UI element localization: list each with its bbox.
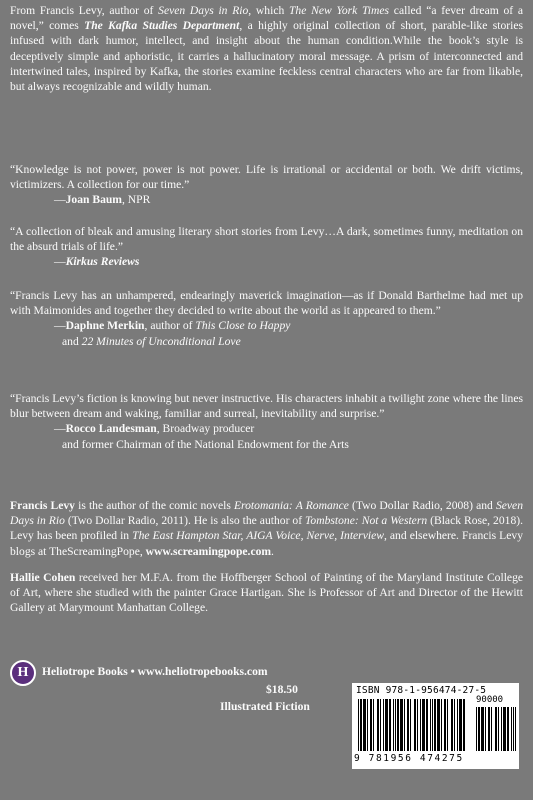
main-book-title: The Kafka Studies Department <box>84 19 240 33</box>
barcode-bar <box>363 699 366 751</box>
price: $18.50 <box>266 683 298 696</box>
quote-author: Daphne Merkin <box>65 319 145 333</box>
quote-text: “Francis Levy’s fiction is knowing but never instructive. His characters inhabit a twilight zone where the lines blur between dream and waking, familiar and surreal, inevitability and surprise.” <box>10 392 523 421</box>
book-title: 22 Minutes of Unconditional Love <box>81 334 241 348</box>
barcode-bar <box>370 699 372 751</box>
book-title: Seven Days in Rio <box>10 499 523 528</box>
bio-text: is the author of the comic novels <box>74 499 234 512</box>
quote-attribution: —Rocco Landesman, Broadway producer <box>54 422 255 436</box>
barcode-bar <box>407 699 409 751</box>
barcode-bar <box>437 699 440 751</box>
artist-name: Hallie Cohen <box>10 571 76 584</box>
barcode-bar <box>463 699 465 751</box>
book-title: Tombstone: Not a Western <box>305 514 428 528</box>
barcode-bar <box>478 707 480 751</box>
bio-text: received her M.F.A. from the Hoffberger School of Painting of the Maryland Institute College of Art, where she studied with the painter Grace Hartigan. She is Professor of Art and Director of the Hewitt Gallery at Marymount Manhattan College. <box>10 571 524 615</box>
bio-text: (Black Rose, 2018). Levy has been profiled in <box>10 514 524 543</box>
author-website-link[interactable]: www.screamingpope.com <box>145 544 272 558</box>
barcode-bar <box>457 699 458 751</box>
barcode-bar <box>404 699 405 751</box>
barcode-bar <box>454 699 455 751</box>
quote-author: Kirkus Reviews <box>65 255 140 269</box>
book-title: Erotomania: A Romance <box>233 499 349 512</box>
barcode-bar <box>511 707 512 751</box>
barcode-bar <box>495 707 497 751</box>
blurb-text: called “a fever dream of a novel,” comes <box>10 4 523 33</box>
barcode-bar <box>358 699 359 751</box>
barcode-bar <box>498 707 499 751</box>
barcode-bar <box>515 707 516 751</box>
publisher-logo-icon <box>10 660 36 686</box>
isbn-text: ISBN 978-1-956474-27-5 <box>356 685 487 696</box>
barcode-addon-bars <box>476 707 516 751</box>
quote-author: Joan Baum <box>65 193 122 207</box>
bio-text: , and elsewhere. Francis Levy blogs at TheScreamingPope, <box>10 529 523 558</box>
blurb-text: , which <box>248 4 289 17</box>
barcode-bar <box>485 707 486 751</box>
barcode-bar <box>481 707 484 751</box>
barcode-bar <box>488 707 490 751</box>
barcode-bar <box>441 699 442 751</box>
barcode-bar <box>426 699 428 751</box>
quote-text: “Knowledge is not power, power is not power. Life is irrational or accidental or both. We drift victims, victimizers. A collection for our time.” <box>10 163 523 192</box>
bio-text: (Two Dollar Radio, 2011). He is also the author of <box>64 514 306 528</box>
book-description <box>10 3 523 94</box>
barcode-bars <box>358 699 466 751</box>
quote-affiliation: and former Chairman of the National Endowment for the Arts <box>62 437 349 451</box>
barcode-bar <box>360 699 362 751</box>
review-quote <box>10 288 523 349</box>
quote-affiliation: , NPR <box>121 193 151 207</box>
barcode-bar <box>447 699 448 751</box>
artist-bio <box>10 570 523 616</box>
barcode-bar <box>377 699 379 751</box>
isbn-barcode <box>352 683 519 769</box>
barcode-addon-text: 90000 <box>476 695 504 705</box>
barcode-bar <box>383 699 384 751</box>
blurb-text: From Francis Levy, author of <box>10 4 159 17</box>
book-title: Seven Days in Rio <box>158 4 249 17</box>
quote-affiliation: , Broadway producer <box>156 422 255 436</box>
barcode-bar <box>513 707 514 751</box>
barcode-bar <box>367 699 368 751</box>
barcode-bar <box>459 699 462 751</box>
barcode-bar <box>501 707 502 751</box>
quote-attribution: —Daphne Merkin, author of This Close to Happy <box>54 319 291 333</box>
author-name: Francis Levy <box>10 499 75 512</box>
publisher-line[interactable]: Heliotrope Books • www.heliotropebooks.com <box>42 665 268 678</box>
logo-letter: H <box>17 665 29 680</box>
barcode-bar <box>432 699 433 751</box>
blurb-text: , a highly original collection of short, parable-like stories infused with dark humor, intellect, and insight about the human condition.While the book’s style is deceptively simple and aphoristic, it carries a hallucinatory moral message. A prism of interconnected and intertwined tales, inspired by Kafka, the stories examine feckless central characters who are far from likable, but always recognizable and wildly human. <box>10 19 524 94</box>
barcode-bar <box>444 699 446 751</box>
barcode-bar <box>417 699 418 751</box>
quote-affiliation: and <box>62 334 82 348</box>
barcode-bar <box>476 707 477 751</box>
barcode-bar <box>451 699 453 751</box>
barcode-bar <box>397 699 399 751</box>
bio-text: . <box>271 544 274 558</box>
quote-attribution-line2 <box>10 334 523 349</box>
barcode-bar <box>410 699 411 751</box>
barcode-bar <box>422 699 425 751</box>
book-title: This Close to Happy <box>195 319 291 333</box>
barcode-bar <box>507 707 509 751</box>
barcode-bar <box>420 699 421 751</box>
ean-text: 9 781956 474275 <box>354 753 464 764</box>
genre-category: Illustrated Fiction <box>220 700 310 713</box>
barcode-bar <box>503 707 506 751</box>
barcode-bar <box>380 699 381 751</box>
review-quote <box>10 162 523 208</box>
publication-list: The East Hampton Star, AIGA Voice, Nerve, Interview <box>132 529 384 543</box>
review-quote <box>10 224 523 270</box>
barcode-bar <box>389 699 391 751</box>
quote-attribution: —Kirkus Reviews <box>54 255 140 269</box>
quote-attribution: —Joan Baum, NPR <box>54 193 151 207</box>
quote-author: Rocco Landesman <box>65 422 157 436</box>
barcode-bar <box>393 699 394 751</box>
publication-name: The New York Times <box>288 4 390 17</box>
publisher-footer <box>10 658 310 738</box>
barcode-bar <box>430 699 431 751</box>
barcode-bar <box>400 699 403 751</box>
quote-text: “Francis Levy has an unhampered, endearingly maverick imagination—as if Donald Barthelme had met up with Maimonides and together they decided to write about the world as it appeared to them.” <box>10 289 523 318</box>
barcode-bar <box>434 699 436 751</box>
review-quote <box>10 391 523 452</box>
author-bio <box>10 498 523 559</box>
bio-text: (Two Dollar Radio, 2008) and <box>348 499 496 512</box>
barcode-bar <box>373 699 374 751</box>
quote-affiliation: , author of <box>144 319 196 333</box>
barcode-bar <box>491 707 492 751</box>
barcode-bar <box>395 699 396 751</box>
barcode-bar <box>414 699 416 751</box>
barcode-bar <box>385 699 388 751</box>
quote-text: “A collection of bleak and amusing literary short stories from Levy…A dark, sometimes funny, meditation on the absurd trials of life.” <box>10 225 523 254</box>
